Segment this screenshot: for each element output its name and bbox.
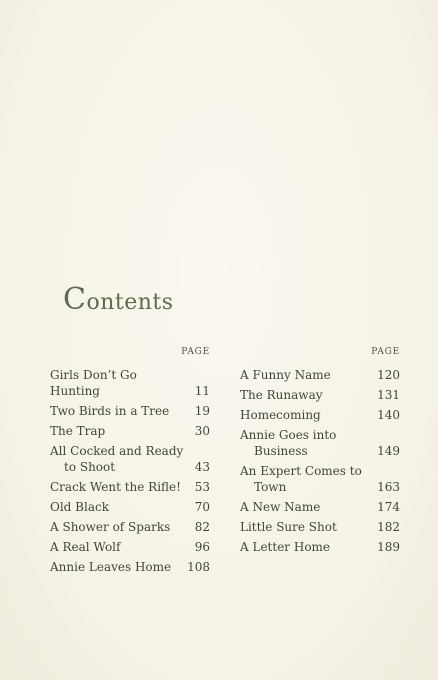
chapter-page-number: 19 bbox=[194, 404, 210, 418]
page-column-label: PAGE bbox=[181, 347, 210, 357]
chapter-page-number: 149 bbox=[377, 444, 400, 458]
chapter-title-line: A Funny Name bbox=[240, 368, 331, 382]
chapter-title-line: A Real Wolf bbox=[50, 540, 121, 554]
chapter-title bbox=[50, 499, 186, 515]
chapter-title-line: All Cocked and Ready bbox=[50, 444, 184, 458]
toc-entry[interactable] bbox=[240, 367, 400, 383]
toc-entry[interactable] bbox=[240, 539, 400, 555]
chapter-page-number: 53 bbox=[194, 480, 210, 494]
heading-rest: ontents bbox=[86, 290, 174, 315]
chapter-title-line: Annie Leaves Home bbox=[50, 560, 172, 574]
chapter-page-number: 163 bbox=[377, 480, 400, 494]
toc-entry[interactable] bbox=[50, 499, 210, 515]
chapter-title bbox=[50, 539, 186, 555]
chapter-title-line: An Expert Comes to bbox=[240, 464, 362, 478]
chapter-title bbox=[240, 407, 376, 423]
toc-entry[interactable] bbox=[50, 367, 210, 399]
toc-list-right bbox=[240, 367, 400, 555]
chapter-title-line: Girls Don’t Go Hunting bbox=[50, 368, 137, 398]
chapter-title bbox=[50, 443, 186, 475]
chapter-title-line: The Trap bbox=[50, 424, 106, 438]
toc-entry[interactable] bbox=[50, 539, 210, 555]
toc-entry[interactable] bbox=[240, 519, 400, 535]
chapter-title bbox=[50, 479, 186, 495]
toc-entry[interactable] bbox=[240, 387, 400, 403]
toc-column-right bbox=[240, 345, 400, 559]
page-column-label: PAGE bbox=[371, 347, 400, 357]
chapter-title-line: A Shower of Sparks bbox=[50, 520, 171, 534]
toc-entry[interactable] bbox=[50, 519, 210, 535]
chapter-page-number: 43 bbox=[194, 460, 210, 474]
chapter-title-line: Little Sure Shot bbox=[240, 520, 337, 534]
heading-initial: C bbox=[63, 282, 87, 317]
toc-entry[interactable] bbox=[50, 403, 210, 419]
chapter-title bbox=[240, 539, 376, 555]
chapter-title bbox=[240, 367, 376, 383]
chapter-page-number: 120 bbox=[377, 368, 400, 382]
chapter-title bbox=[50, 519, 186, 535]
chapter-page-number: 82 bbox=[194, 520, 210, 534]
chapter-title bbox=[240, 427, 376, 459]
chapter-title bbox=[240, 387, 376, 403]
toc-entry[interactable] bbox=[240, 427, 400, 459]
chapter-title bbox=[50, 367, 186, 399]
chapter-page-number: 182 bbox=[377, 520, 400, 534]
chapter-page-number: 30 bbox=[194, 424, 210, 438]
chapter-page-number: 70 bbox=[194, 500, 210, 514]
chapter-title-line: Old Black bbox=[50, 500, 109, 514]
chapter-title bbox=[50, 403, 186, 419]
toc-entry[interactable] bbox=[50, 443, 210, 475]
chapter-title-line: A New Name bbox=[240, 500, 321, 514]
toc-list-left bbox=[50, 367, 210, 575]
toc-entry[interactable] bbox=[50, 559, 210, 575]
toc-entry[interactable] bbox=[240, 499, 400, 515]
chapter-title-line: Business bbox=[254, 444, 308, 458]
chapter-title bbox=[50, 423, 186, 439]
chapter-title bbox=[240, 463, 376, 495]
chapter-page-number: 174 bbox=[377, 500, 400, 514]
chapter-page-number: 189 bbox=[377, 540, 400, 554]
toc-entry[interactable] bbox=[240, 407, 400, 423]
chapter-title-line: Two Birds in a Tree bbox=[50, 404, 170, 418]
chapter-title bbox=[240, 519, 376, 535]
chapter-page-number: 140 bbox=[377, 408, 400, 422]
chapter-title-line: Crack Went the Rifle! bbox=[50, 480, 181, 494]
chapter-title-line: Homecoming bbox=[240, 408, 321, 422]
toc-entry[interactable] bbox=[50, 479, 210, 495]
chapter-title-line: Annie Goes into bbox=[240, 428, 337, 442]
chapter-page-number: 108 bbox=[187, 560, 210, 574]
chapter-title-line: The Runaway bbox=[240, 388, 323, 402]
chapter-title-line: A Letter Home bbox=[240, 540, 331, 554]
chapter-title-line: to Shoot bbox=[64, 460, 116, 474]
chapter-page-number: 131 bbox=[377, 388, 400, 402]
chapter-page-number: 96 bbox=[194, 540, 210, 554]
chapter-title bbox=[50, 559, 186, 575]
toc-column-left bbox=[50, 345, 210, 579]
toc-entry[interactable] bbox=[240, 463, 400, 495]
chapter-page-number: 11 bbox=[194, 384, 210, 398]
chapter-title bbox=[240, 499, 376, 515]
chapter-title-line: Town bbox=[254, 480, 287, 494]
toc-entry[interactable] bbox=[50, 423, 210, 439]
contents-heading bbox=[63, 282, 174, 317]
